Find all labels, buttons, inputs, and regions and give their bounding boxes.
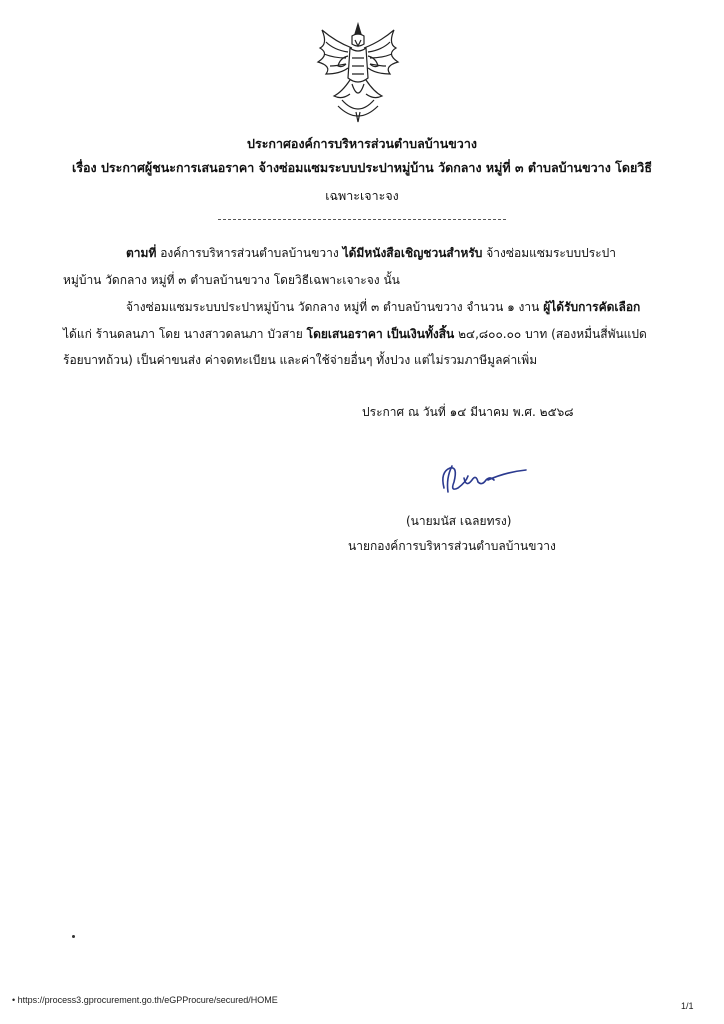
announcement-date-line	[362, 403, 574, 422]
footer-url	[12, 995, 278, 1005]
invitation-text: ได้มีหนังสือเชิญชวนสำหรับ	[342, 246, 483, 260]
signatory-position: นายกองค์การบริหารส่วนตำบลบ้านขวาง	[348, 539, 556, 553]
bullet-icon: •	[12, 995, 18, 1005]
winner-text: ได้แก่ ร้านดลนภา โดย นางสาวดลนภา บัวสาย	[63, 327, 303, 341]
footer-url-text: https://process3.gprocurement.go.th/eGPProcure/secured/HOME	[17, 995, 278, 1005]
scan-speck	[72, 935, 75, 938]
organization-text: องค์การบริหารส่วนตำบลบ้านขวาง	[160, 246, 339, 260]
date-label: ประกาศ ณ วันที่	[362, 405, 446, 419]
dashed-divider	[218, 219, 506, 220]
announcement-date: ๑๔ มีนาคม พ.ศ. ๒๕๖๘	[449, 405, 574, 419]
lead-word: ตามที่	[126, 246, 157, 260]
page-number: 1/1	[681, 1001, 694, 1011]
price-amount: ๒๔,๘๐๐.๐๐ บาท (สองหมื่นสี่พันแปด	[458, 327, 647, 341]
price-label: โดยเสนอราคา เป็นเงินทั้งสิ้น	[306, 327, 455, 341]
paragraph-1-line-1	[126, 244, 616, 263]
announcement-title: ประกาศองค์การบริหารส่วนตำบลบ้านขวาง	[247, 136, 477, 151]
paragraph-1-line-2: หมู่บ้าน วัดกลาง หมู่ที่ ๓ ตำบลบ้านขวาง โดยวิธีเฉพาะเจาะจง นั้น	[63, 273, 400, 287]
subject-line-continued: เฉพาะเจาะจง	[325, 188, 399, 203]
paragraph-2-line-1	[126, 298, 640, 317]
garuda-emblem-icon	[312, 22, 404, 126]
signature-icon	[436, 458, 528, 502]
paragraph-2-line-2	[63, 325, 647, 344]
subject-line: เรื่อง ประกาศผู้ชนะการเสนอราคา จ้างซ่อมแซมระบบประปาหมู่บ้าน วัดกลาง หมู่ที่ ๓ ตำบลบ้านขวาง โดยวิธี	[72, 160, 652, 175]
signatory-name: (นายมนัส เฉลยทรง)	[406, 514, 512, 528]
project-detail-text: จ้างซ่อมแซมระบบประปาหมู่บ้าน วัดกลาง หมู่ที่ ๓ ตำบลบ้านขวาง จำนวน ๑ งาน	[126, 300, 540, 314]
selected-label: ผู้ได้รับการคัดเลือก	[543, 300, 641, 314]
paragraph-2-line-3: ร้อยบาทถ้วน) เป็นค่าขนส่ง ค่าจดทะเบียน และค่าใช้จ่ายอื่นๆ ทั้งปวง แต่ไม่รวมภาษีมูลค่าเพิ่ม	[63, 353, 538, 367]
project-text: จ้างซ่อมแซมระบบประปา	[486, 246, 616, 260]
